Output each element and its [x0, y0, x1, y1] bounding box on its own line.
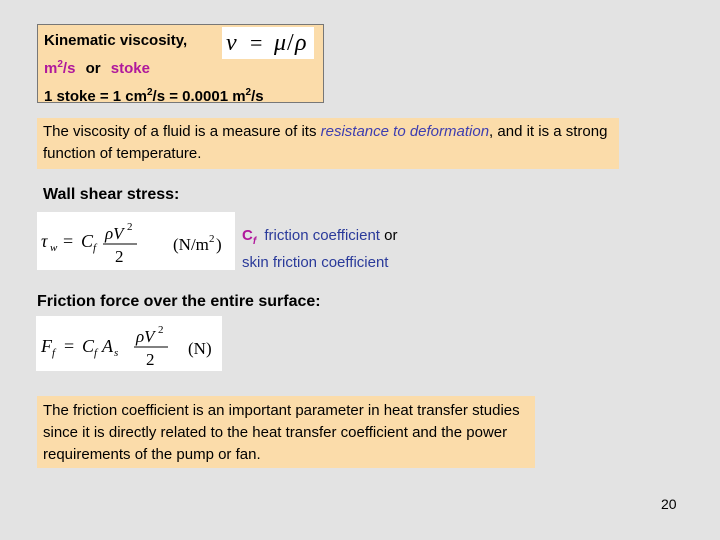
cf-alt-label: skin friction coefficient: [242, 254, 389, 271]
cf-symbol: $C_f$: [242, 227, 257, 247]
wall-shear-heading: Wall shear stress:: [43, 186, 180, 203]
svg-text:s: s: [114, 347, 119, 359]
svg-text:τ: τ: [41, 231, 48, 251]
definition-text-2: , and it is a strong function of temperature.: [43, 123, 608, 162]
svg-text:ν: ν: [226, 30, 237, 56]
svg-text:2: 2: [115, 247, 124, 266]
svg-text:C: C: [82, 336, 95, 356]
cf-description: [242, 225, 398, 273]
page-number: 20: [661, 496, 677, 512]
svg-text:C: C: [81, 231, 94, 251]
svg-text:w: w: [50, 242, 58, 254]
svg-text:=: =: [250, 30, 263, 55]
svg-text:): ): [216, 235, 222, 254]
svg-text:f: f: [94, 347, 98, 359]
svg-text:=: =: [64, 336, 75, 356]
stoke-conversion: 1 stoke = 1 $cm^2/s = 0.0001$ $m^2/s$: [44, 87, 264, 105]
svg-text:(N): (N): [188, 339, 212, 358]
friction-coefficient-note: The friction coefficient is an important parameter in heat transfer studies since it is directly related to the heat transfer coefficient and the power requirements of the pump or fan.: [37, 396, 535, 468]
friction-force-equation: [36, 316, 222, 371]
kinematic-viscosity-label: Kinematic viscosity,: [44, 32, 188, 49]
svg-text:μ: μ: [274, 30, 287, 56]
svg-text:f: f: [52, 347, 56, 359]
cf-label: friction coefficient: [264, 227, 380, 244]
unit-stoke: stoke: [110, 60, 150, 77]
svg-text:=: =: [63, 231, 74, 251]
cf-or: or: [384, 227, 398, 244]
svg-text:ρV: ρV: [105, 224, 124, 243]
svg-text:2: 2: [158, 324, 164, 336]
svg-text:2: 2: [127, 221, 133, 233]
kinematic-viscosity-box: [37, 24, 324, 103]
wall-shear-equation: [37, 212, 235, 270]
svg-text:F: F: [41, 336, 52, 356]
definition-highlight: resistance to deformation: [320, 123, 490, 140]
svg-text:ρ: ρ: [295, 30, 307, 56]
viscosity-definition-box: [37, 118, 619, 169]
nu-equals-mu-over-rho: [222, 27, 314, 59]
definition-text-1: The viscosity of a fluid is a measure of its: [43, 123, 321, 140]
svg-text:2: 2: [209, 233, 215, 245]
or-word: or: [85, 60, 101, 77]
svg-text:(N/m: (N/m: [173, 235, 209, 254]
unit-m2s: $m^2/s$: [44, 59, 76, 77]
svg-text:ρV: ρV: [136, 327, 155, 346]
tau-w-equation-graphic: [37, 212, 235, 270]
svg-text:2: 2: [146, 350, 155, 369]
svg-text:/: /: [287, 30, 294, 56]
kinematic-viscosity-equation: [222, 27, 314, 59]
svg-text:f: f: [93, 242, 97, 254]
ff-equation-graphic: [36, 316, 222, 371]
svg-text:A: A: [102, 336, 113, 356]
friction-force-heading: Friction force over the entire surface:: [37, 293, 321, 310]
